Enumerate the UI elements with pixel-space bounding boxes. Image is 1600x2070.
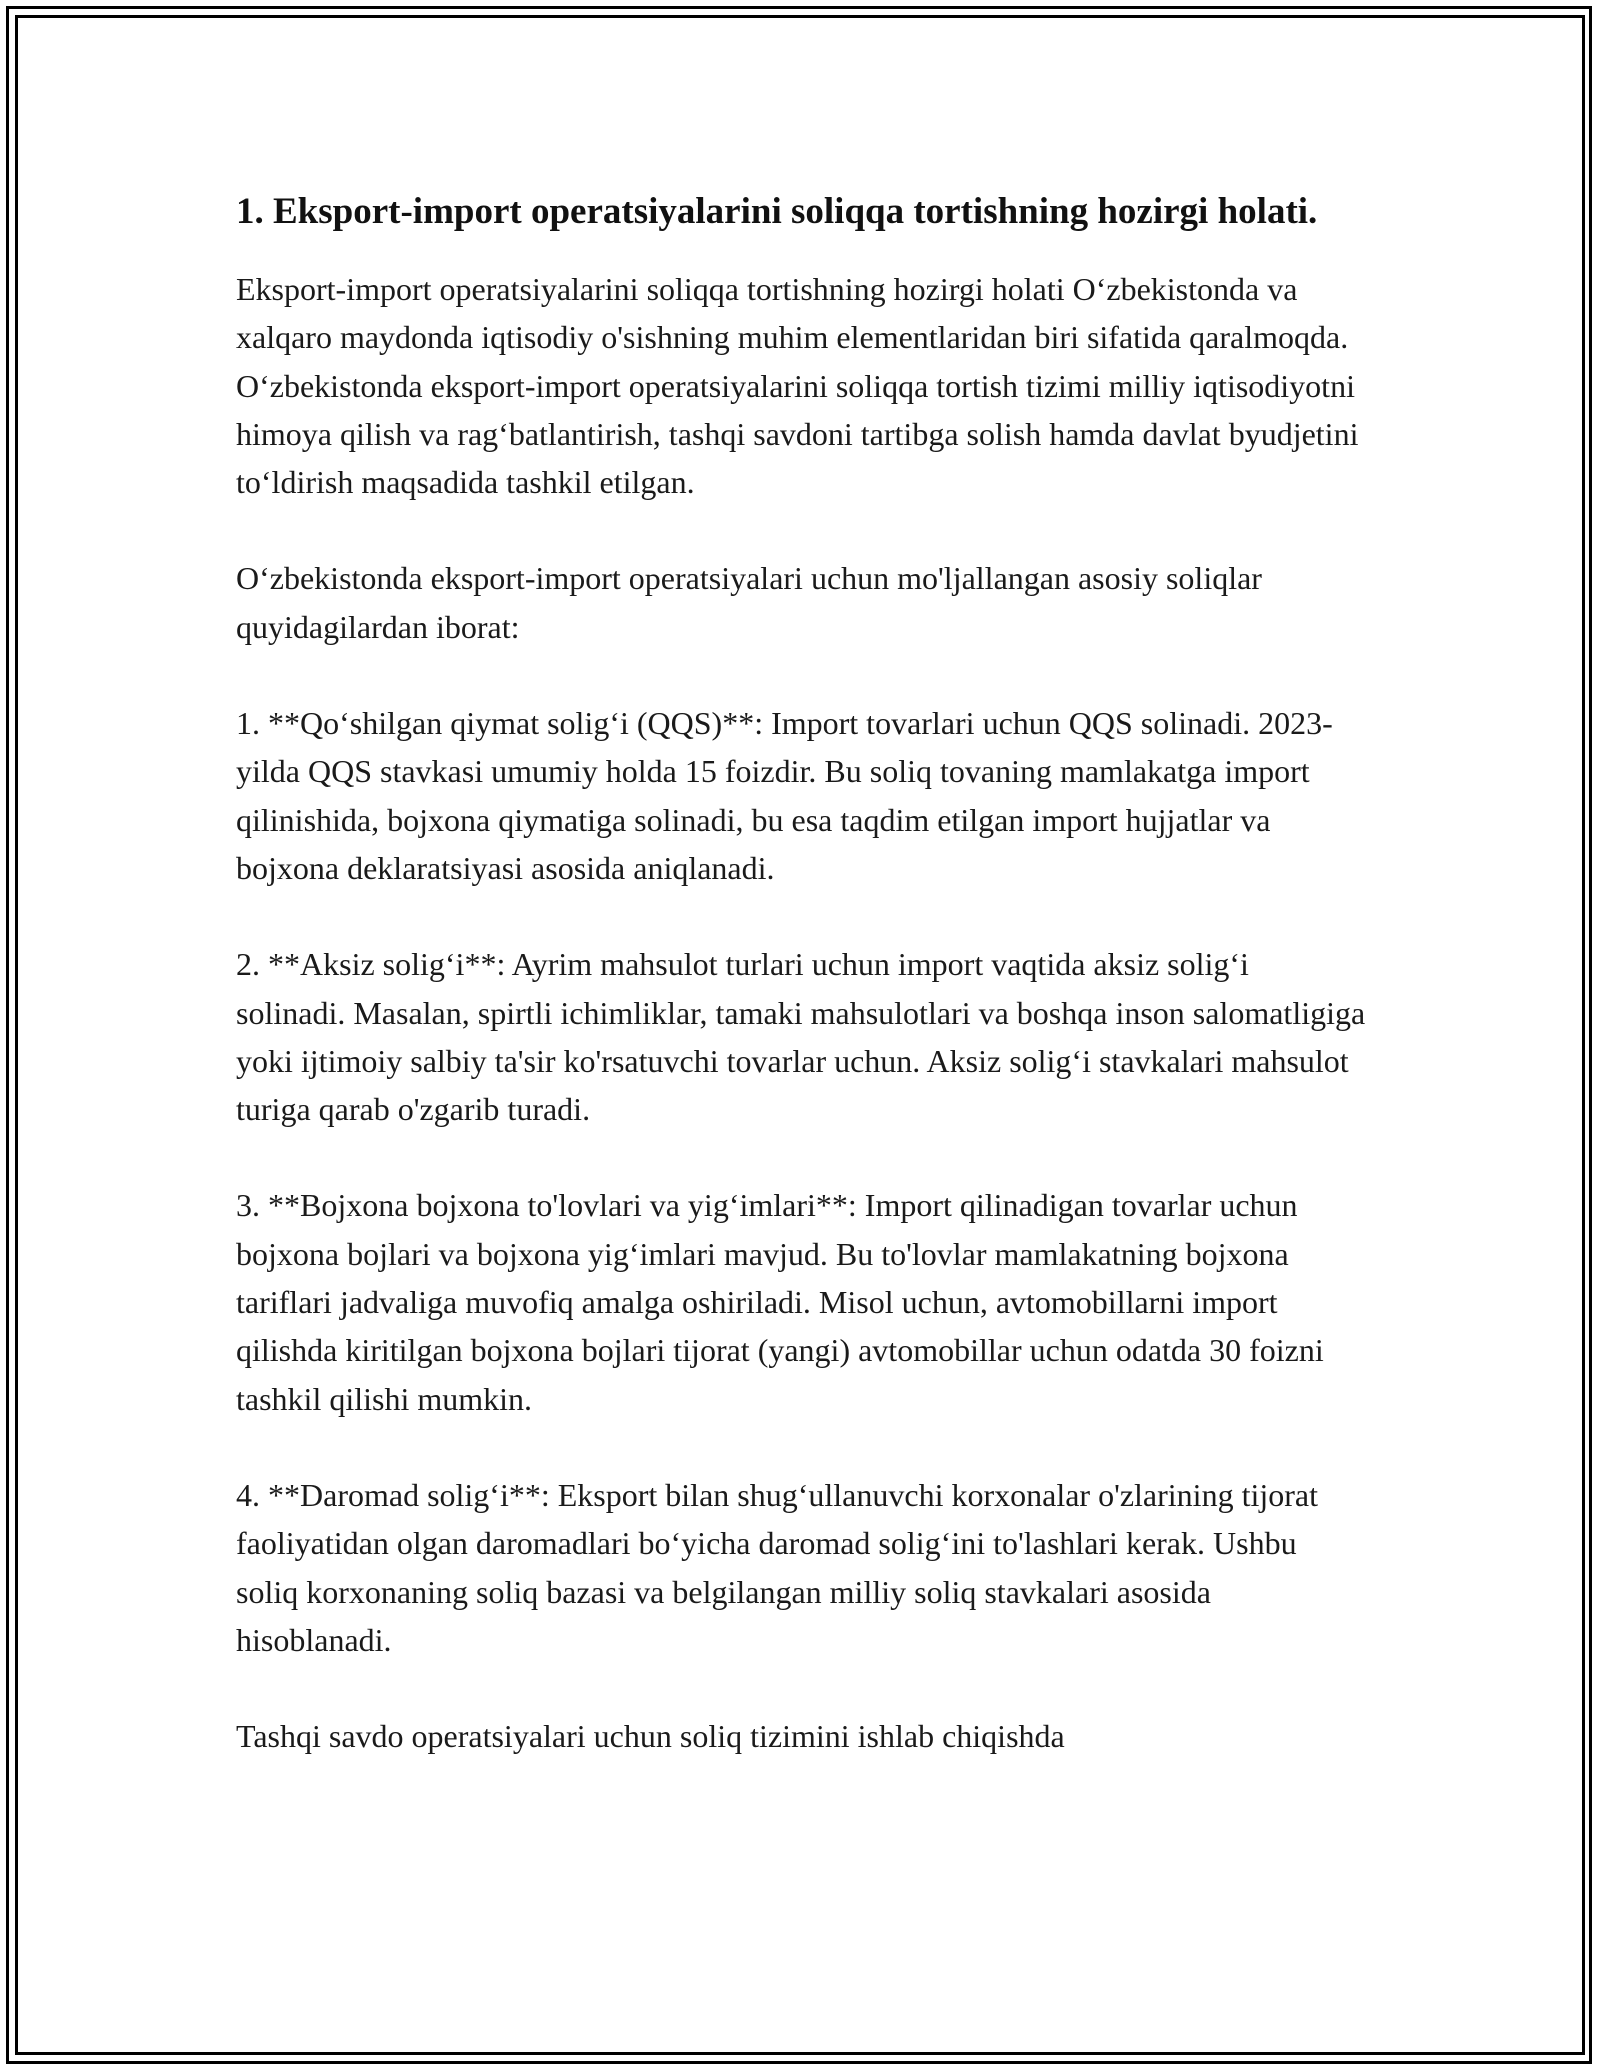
paragraph-excise: 2. **Aksiz solig‘i**: Ayrim mahsulot turlari uchun import vaqtida aksiz solig‘i solinadi. Masalan, spirtli ichimliklar, tamaki mahsulotlari va boshqa inson salomatligiga yoki ijtimoiy salbiy ta'sir ko'rsatuvchi tovarlar uchun. Aksiz solig‘i stavkalari mahsulot turiga qarab o'zgarib turadi. — [236, 946, 1366, 1128]
paragraph-intro: Eksport-import operatsiyalarini soliqqa tortishning hozirgi holati O‘zbekistonda va xalqaro maydonda iqtisodiy o'sishning muhim elementlaridan biri sifatida qaralmoqda. O‘zbekistonda eksport-import operatsiyalarini soliqqa tortish tizimi milliy iqtisodiyotni himoya qilish va rag‘batlantirish, tashqi savdoni tartibga solish hamda davlat byudjetini to‘ldirish maqsadida tashkil etilgan. — [236, 271, 1359, 501]
document-body — [236, 186, 1366, 1760]
paragraph-income-tax: 4. **Daromad solig‘i**: Eksport bilan shug‘ullanuvchi korxonalar o'zlarining tijorat faoliyatidan olgan daromadlari bo‘yicha daromad solig‘ini to'lashlari kerak. Ushbu soliq korxonaning soliq bazasi va belgilangan milliy soliq stavkalari asosida hisoblanadi. — [236, 1476, 1318, 1658]
paragraph-vat: 1. **Qo‘shilgan qiymat solig‘i (QQS)**: Import tovarlari uchun QQS solinadi. 2023-yilda QQS stavkasi umumiy holda 15 foizdir. Bu soliq tovaning mamlakatga import qilinishida, bojxona qiymatiga solinadi, bu esa taqdim etilgan import hujjatlar va bojxona deklaratsiyasi asosida aniqlanadi. — [236, 705, 1333, 886]
section-heading: 1. Eksport-import operatsiyalarini soliqqa tortishning hozirgi holati. — [236, 191, 1318, 232]
paragraph-taxes-list-intro: O‘zbekistonda eksport-import operatsiyalari uchun mo'ljallangan asosiy soliqlar quyidagilardan iborat: — [236, 560, 1262, 645]
paragraph-customs: 3. **Bojxona bojxona to'lovlari va yig‘imlari**: Import qilinadigan tovarlar uchun bojxona bojlari va bojxona yig‘imlari mavjud. Bu to'lovlar mamlakatning bojxona tariflari jadvaliga muvofiq amalga oshiriladi. Misol uchun, avtomobillarni import qilishda kiritilgan bojxona bojlari tijorat (yangi) avtomobillar uchun odatda 30 foizni tashkil qilishi mumkin. — [236, 1187, 1324, 1417]
paragraph-closing: Tashqi savdo operatsiyalari uchun soliq tizimini ishlab chiqishda — [236, 1718, 1065, 1755]
